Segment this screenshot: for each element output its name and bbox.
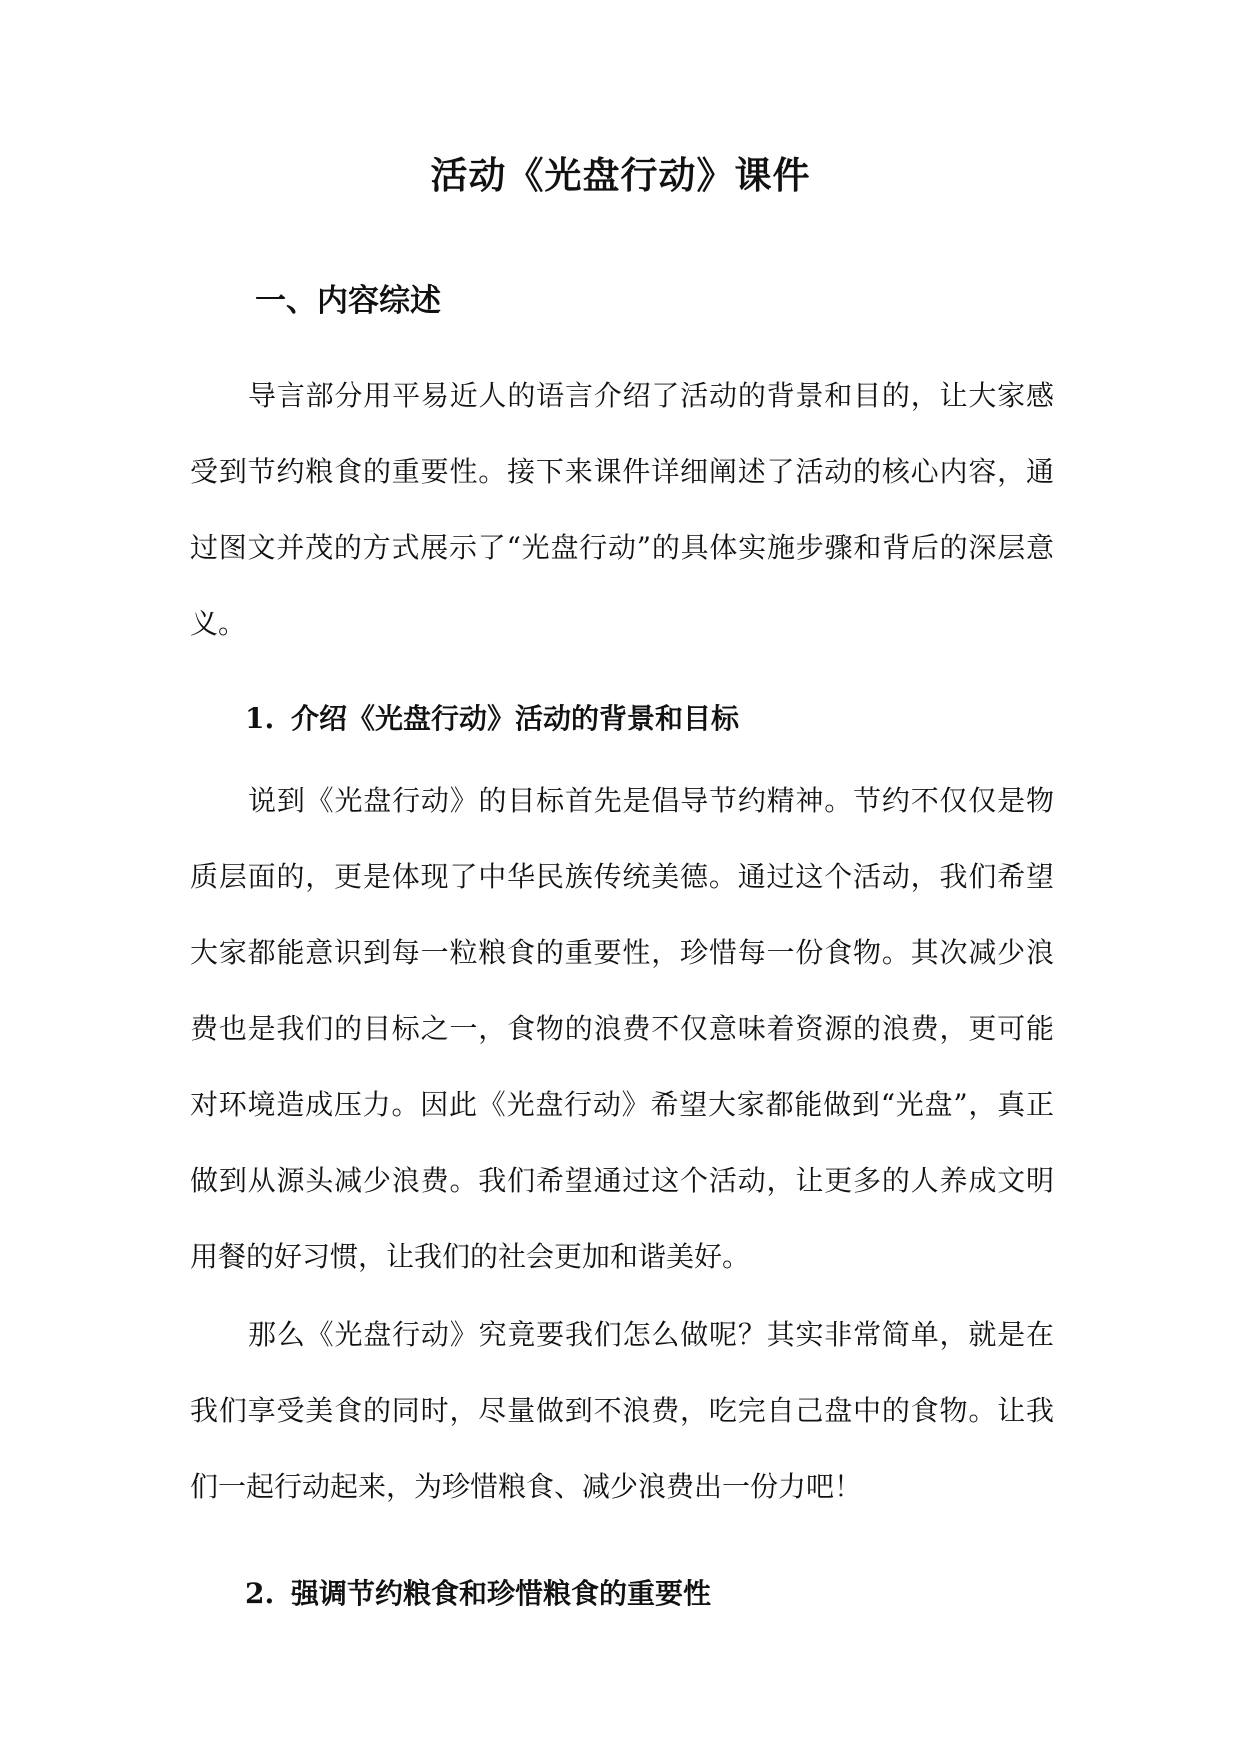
subsection-heading-background (245, 699, 739, 739)
subsection-number: 2. (245, 1577, 275, 1610)
background-paragraph-action: 那么《光盘行动》究竟要我们怎么做呢？其实非常简单，就是在我们享受美食的同时，尽量做到不浪费，吃完自己盘中的食物。让我们一起行动起来，为珍惜粮食、减少浪费出一份力吧！ (190, 1318, 1054, 1503)
document-title: 活动《光盘行动》课件 (430, 153, 811, 197)
subsection-heading-importance (245, 1574, 711, 1614)
subsection-number: 1. (245, 702, 275, 735)
subsection-title: 强调节约粮食和珍惜粮食的重要性 (291, 1577, 712, 1610)
section-heading-overview: 一、内容综述 (255, 283, 441, 319)
background-paragraph-goals: 说到《光盘行动》的目标首先是倡导节约精神。节约不仅仅是物质层面的，更是体现了中华民族传统美德。通过这个活动，我们希望大家都能意识到每一粒粮食的重要性，珍惜每一份食物。其次减少浪费也是我们的目标之一，食物的浪费不仅意味着资源的浪费，更可能对环境造成压力。因此《光盘行动》希望大家都能做到“光盘”，真正做到从源头减少浪费。我们希望通过这个活动，让更多的人养成文明用餐的好习惯，让我们的社会更加和谐美好。 (190, 784, 1054, 1273)
overview-paragraph: 导言部分用平易近人的语言介绍了活动的背景和目的，让大家感受到节约粮食的重要性。接下来课件详细阐述了活动的核心内容，通过图文并茂的方式展示了“光盘行动”的具体实施步骤和背后的深层意义。 (190, 379, 1054, 640)
subsection-title: 介绍《光盘行动》活动的背景和目标 (291, 702, 740, 735)
